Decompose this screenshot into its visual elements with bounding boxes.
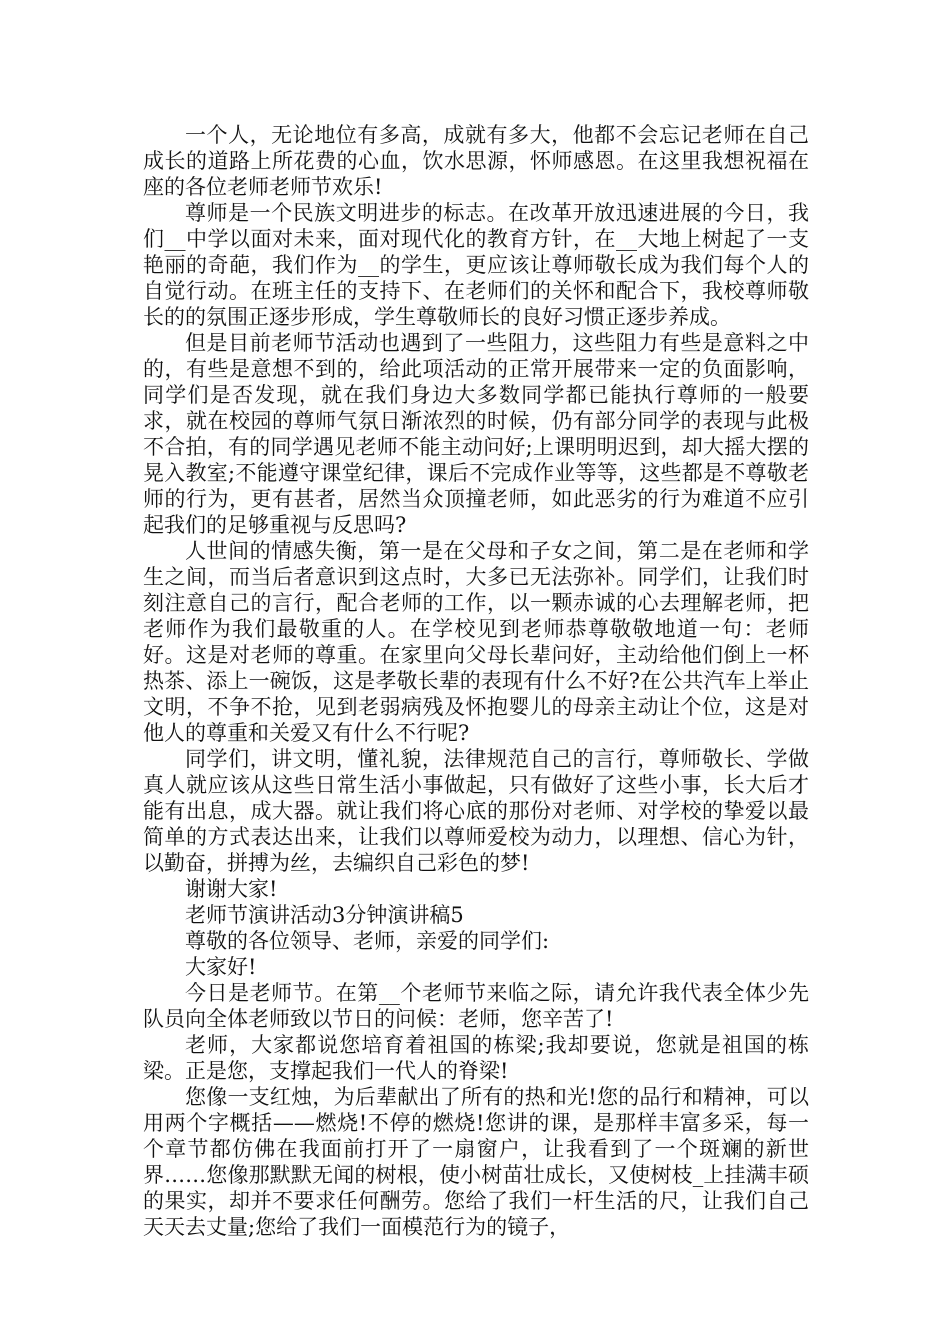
- paragraph-gratitude: 一个人，无论地位有多高，成就有多大，他都不会忘记老师在自己成长的道路上所花费的心血，饮水思源，怀师感恩。在这里我想祝福在座的各位老师老师节欢乐!: [143, 123, 809, 199]
- paragraph-candle: 您像一支红烛，为后辈献出了所有的热和光!您的品行和精神，可以用两个字概括——燃烧!不停的燃烧!您讲的课，是那样丰富多采，每一个章节都仿佛在我面前打开了一扇窗户，让我看到了一个斑斓的新世界……您像那默默无闻的树根，使小树苗壮成长，又使树枝_上挂满丰硕的果实，却并不要求任何酬劳。您给了我们一杆生活的尺，让我们自己天天去丈量;您给了我们一面模范行为的镜子，: [143, 1085, 809, 1239]
- paragraph-teachers-day: 今日是老师节。在第__个老师节来临之际，请允许我代表全体少先队员向全体老师致以节日的问候：老师，您辛苦了!: [143, 981, 809, 1031]
- document-body: [143, 122, 809, 1240]
- salutation-line: 尊敬的各位领导、老师，亲爱的同学们:: [185, 929, 550, 953]
- paragraph-obstacles: 但是目前老师节活动也遇到了一些阻力，这些阻力有些是意料之中的，有些是意想不到的，给此项活动的正常开展带来一定的负面影响，同学们是否发现，就在我们身边大多数同学都已能执行尊师的一般要求，就在校园的尊师气氛日渐浓烈的时候，仍有部分同学的表现与此极不合拍，有的同学遇见老师不能主动问好;上课明明迟到，却大摇大摆的晃入教室;不能遵守课堂纪律，课后不完成作业等等，这些都是不尊敬老师的行为，更有甚者，居然当众顶撞老师，如此恶劣的行为难道不应引起我们的足够重视与反思吗?: [143, 331, 809, 537]
- greeting-line: 大家好!: [185, 955, 257, 979]
- paragraph-pillar: 老师，大家都说您培育着祖国的栋梁;我却要说，您就是祖国的栋梁。正是您，支撑起我们一代人的脊梁!: [143, 1033, 809, 1083]
- section-title: 老师节演讲活动3分钟演讲稿5: [185, 903, 464, 927]
- paragraph-respect-teachers: 尊师是一个民族文明进步的标志。在改革开放迅速进展的今日，我们__中学以面对未来，面对现代化的教育方针，在__大地上树起了一支艳丽的奇葩，我们作为__的学生，更应该让尊师敬长成为我们每个人的自觉行动。在班主任的支持下、在老师们的关怀和配合下，我校尊师敬长的的氛围正逐步形成，学生尊敬师长的良好习惯正逐步养成。: [143, 201, 809, 329]
- paragraph-civility: 同学们，讲文明，懂礼貌，法律规范自己的言行，尊师敬长、学做真人就应该从这些日常生活小事做起，只有做好了这些小事，长大后才能有出息，成大器。就让我们将心底的那份对老师、对学校的挚爱以最简单的方式表达出来，让我们以尊师爱校为动力，以理想、信心为针，以勤奋，拼搏为丝，去编织自己彩色的梦!: [143, 747, 809, 875]
- thanks-line: 谢谢大家!: [185, 877, 278, 901]
- paragraph-emotions: 人世间的情感失衡，第一是在父母和子女之间，第二是在老师和学生之间，而当后者意识到这点时，大多已无法弥补。同学们，让我们时刻注意自己的言行，配合老师的工作，以一颗赤诚的心去理解老师，把老师作为我们最敬重的人。在学校见到老师恭尊敬敬地道一句：老师好。这是对老师的尊重。在家里向父母长辈问好，主动给他们倒上一杯热茶、添上一碗饭，这是孝敬长辈的表现有什么不好?在公共汽车上举止文明，不争不抢，见到老弱病残及怀抱婴儿的母亲主动让个位，这是对他人的尊重和关爱又有什么不行呢?: [143, 539, 809, 745]
